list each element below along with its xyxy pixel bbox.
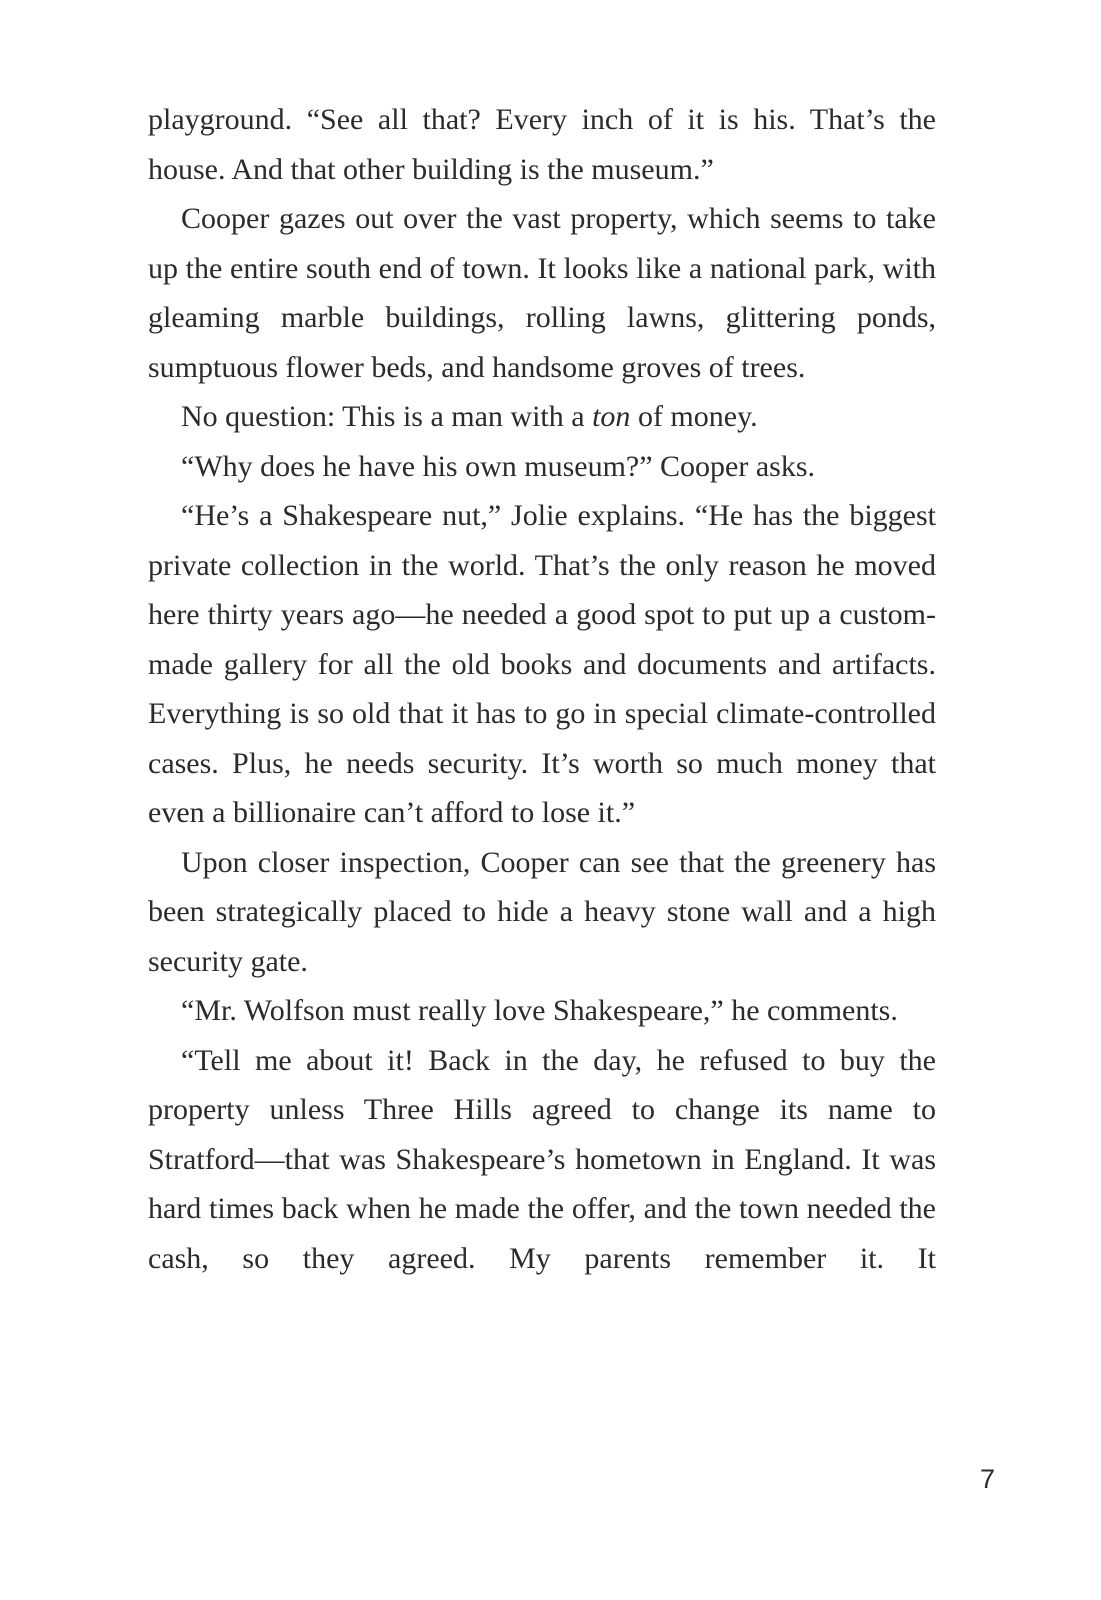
paragraph — [148, 838, 936, 987]
paragraph — [148, 1036, 936, 1284]
paragraph-text: Upon closer inspection, Cooper can see that the greenery has been strategically placed to hide a heavy stone wall and a high security gate. — [148, 845, 936, 978]
paragraph-text: of money. — [630, 400, 758, 433]
paragraph-text: “Mr. Wolfson must really love Shakespeare,” he comments. — [181, 994, 898, 1027]
paragraph-text: “Tell me about it! Back in the day, he refused to buy the property unless Three Hills agreed to change its name to Stratford—that was Shakespeare’s hometown in England. It was hard times back when he made the offer, and the town needed the cash, so they agreed. My parents remember it. It — [148, 1043, 936, 1275]
paragraph — [148, 392, 936, 442]
paragraph-text: Cooper gazes out over the vast property, which seems to take up the entire south end of town. It looks like a national park, with gleaming marble buildings, rolling lawns, glittering ponds, sumptuous flower beds, and handsome groves of trees. — [148, 202, 936, 384]
paragraph — [148, 491, 936, 838]
paragraph-text: “Why does he have his own museum?” Cooper asks. — [181, 449, 816, 483]
paragraph-text: “He’s a Shakespeare nut,” Jolie explains. “He has the biggest private collection in the world. That’s the only reason he moved here thirty years ago—he needed a good spot to put up a custom-made gallery for all the old books and documents and artifacts. Everything is so old that it has to go in special climate-controlled cases. Plus, he needs security. It’s worth so much money that even a billionaire can’t afford to lose it.” — [148, 499, 936, 829]
paragraph — [148, 986, 936, 1036]
paragraph-text: playground. “See all that? Every inch of it is his. That’s the house. And that other building is the museum.” — [148, 103, 936, 186]
italic-text: ton — [592, 400, 631, 433]
page-number: 7 — [979, 1464, 995, 1494]
body-text — [148, 95, 936, 1283]
paragraph-text: No question: This is a man with a — [181, 400, 593, 433]
paragraph — [148, 194, 936, 392]
paragraph — [148, 95, 936, 194]
paragraph — [148, 442, 936, 492]
